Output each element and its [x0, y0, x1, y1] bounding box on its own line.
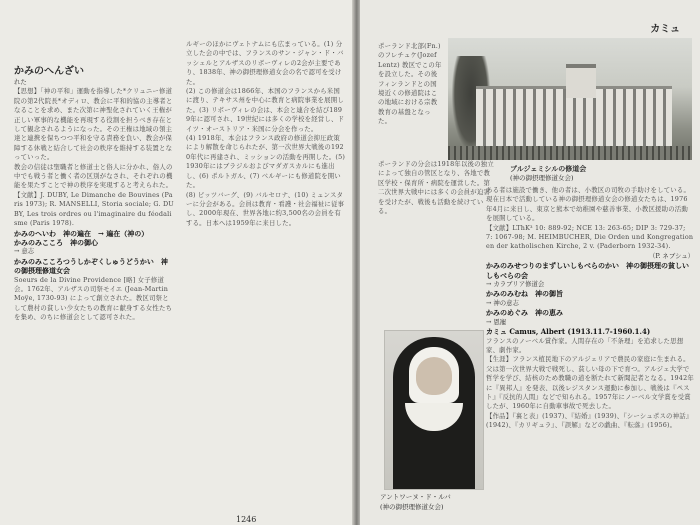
- entry-mazushii-shimobe: かみのみせつりのまずしいしもべらのかい 神の御摂理の貧しいしもべらの会: [486, 261, 689, 280]
- camus-name: Camus, Albert: [509, 327, 566, 337]
- photo-caption: ブルジェミシルの修道会: [510, 164, 587, 173]
- entry4-xref: → 神の意志: [486, 298, 519, 307]
- right-col2-refs: 【文献】LThK³ 10: 889-92; NCE 13: 263-65; DIP 3: 729-37; 7: 1067-98; M. HEIMBUCHER, Die Orden und Kongregationen der katholischen Kirche, 2 v. (Paderborn 1932-34).: [486, 223, 694, 251]
- entry3-xref: → カラブリア修道会: [486, 280, 545, 289]
- running-head-right: カミュ: [650, 24, 680, 35]
- camus-head: カミュ: [486, 327, 507, 337]
- col2-text2: (2) この修道会は1866年、本国のフランスから米国に渡り、テキサス州を中心に教育と病院事業を展開した。(3) リボーヴィレの会は、本会と連合を結び1899年に認可され、19世紀には多くの学校を経営し、ドイツ・オーストリア・米国に分会を作った。: [186, 87, 345, 133]
- col1-text2: 教会の信徒は聖職者と修道士と俗人に分かれ、俗人の中でも戦う者と働く者の区別がなされ、それぞれの機能を果たすことで神の秩序を実現すると考えられた。: [14, 162, 173, 190]
- nun-portrait-photo: [384, 330, 484, 490]
- camus-works: 【作品】『裏と表』(1937)、『結婚』(1939)、『シーシュポスの神話』(1942)、『カリギュラ』、『誤解』などの戯曲、『転落』(1956)。: [486, 411, 693, 430]
- right-column-1: [378, 160, 496, 216]
- right-col1-text: ポーランド北部(Fn.) のフレチュケ(Jozef Lentz) 教区でこの年を設立した。その後フィンランドとの国境近くの修道院はこの地域における宗教教育の基盤となった。: [378, 42, 442, 126]
- col2-text3: (4) 1918年、本会はフランス政府の修道会抑圧政策により解散を命じられたが、第一次世界大戦後の1920年代に再建され、ミッションの活動を再開した。(5) 1930年にはブラジルおよびマダガスカルにも進出し、(6) ポルトガル、(7) ベルギーにも修道院を開いた。: [186, 134, 346, 190]
- running-head-left: かみのへんざい: [14, 66, 84, 77]
- col1-xref: かみのへいわ 神の遍在 → 遍在（神の）: [14, 228, 149, 238]
- entry-kami-no-mikokoro: かみのみこころ 神の御心: [14, 237, 98, 247]
- entry-kami-no-mimune: かみのみむね 神の御旨: [486, 289, 563, 299]
- entry2-text: Soeurs de la Divine Providence [略] 女子修道会。1762年、アルザスの司祭モイエ (Jean-Martin Moÿe, 1730-93) によって創立された。教区司祭として農村の貧しい少女たちの教育に献身する女性たちを集め、のちに修道会として認可された。: [14, 275, 173, 322]
- camus-life: 【生涯】フランス植民地下のアルジェリアで農民の家庭に生まれる。父は第一次世界大戦で戦死し、貧しい母の下で育つ。アルジェ大学で哲学を学び、結核のため教職の道を断たれて新聞記者となる。1942年に『異邦人』を発表、以後レジスタンス運動に参加し、戦後は『ペスト』『反抗的人間』などで知られる。1957年にノーベル文学賞を受賞したが、1960年に自動車事故で死去した。: [486, 355, 694, 411]
- camus-dates: (1913.11.7-1960.1.4): [567, 327, 651, 337]
- fence-shape: [448, 146, 692, 160]
- right-column-2: [486, 186, 694, 431]
- right-col1-text2: ポーランドの分会は1918年以後の独立によって独自の管区となり、各地で教区学校・保育所・病院を運営した。第二次世界大戦中には多くの会員が迫害を受けたが、戦後も活動を続けている。: [378, 160, 494, 216]
- col2-text: ルギーのほかにヴェトナムにも広まっている。(1) 分立した会の中では、フランスのサン・ジャン・ド・バッシェルとアルザスのリボーヴィレの2会が主要であり、1838年、神の御摂理修道女会の名で認可を受けた。: [186, 40, 344, 86]
- face-shape: [416, 357, 452, 395]
- entry5-xref: → 恩寵: [486, 317, 507, 326]
- left-column-2: [186, 40, 346, 228]
- col1-refs: 【文献】J. DUBY, Le Dimanche de Bouvines (Paris 1973); R. MANSELLI, Storia sociale; G. DUBY, Les trois ordres ou l'imaginaire du féodalisme (Paris 1978).: [14, 190, 174, 228]
- page-number: 1246: [236, 515, 257, 524]
- convent-building-photo: [448, 38, 692, 160]
- col2-text4: (8) ピッツバーグ、(9) バルセロナ、(10) ミュンスターに分会がある。会員は教育・看護・社会福祉に従事し、2000年現在、世界各地に約3,500名の会員を有する。日本へは1959年に来日した。: [186, 190, 345, 227]
- photo-subcaption: (神の御摂理修道女会): [510, 174, 574, 182]
- entry1-xref: → 意志: [14, 247, 35, 256]
- col1-start: れた: [14, 78, 27, 86]
- entry-kami-no-megumi: かみのめぐみ 神の恵み: [486, 308, 563, 318]
- entry-camus: [486, 327, 694, 336]
- camus-text: フランスのノーベル賞作家。人間存在の「不条理」を追求した思想家、劇作家。: [486, 336, 684, 354]
- right-col2-text: ある者は施設で働き、他の者は、小教区の司牧の手助けをしている。現在日本で活動している神の御摂理修道女会の修道女たちは、1976年4月に来日し、東京と熊本で幼稚園や慈善事業、小教区援助の活動を展開している。: [486, 186, 691, 223]
- left-column-1: [14, 78, 174, 323]
- building-tower-shape: [566, 64, 596, 98]
- right-col2-refs-author: （P. ネブシュ）: [648, 251, 694, 260]
- right-page: [360, 0, 700, 525]
- nun-subcaption: (神の御摂理修道女会): [380, 503, 444, 511]
- entry-kami-no-gosetsuri: かみのみこころつうしかぞくしゅうどうかい 神の御摂理修道女会: [14, 256, 168, 276]
- nun-caption: アントワーヌ・ド・ルバ: [380, 493, 451, 501]
- col1-text: 【思想】「神の平和」運動を指導した*クリュニー修道院の第2代院長*オディロ、教会に平和的協の主導者となることを求め、また次第に神聖化されていく王権が正しい軍事的な機能を再現する役割を担うべき存在として観念されるようになった。その王権は地域の領主達と連携を保ちつつ平和を守る責務を負い、教会が保障する休戦と結合して社会の秩序を維持する装置となっていった。: [14, 87, 173, 162]
- right-column-1-top: [378, 42, 442, 127]
